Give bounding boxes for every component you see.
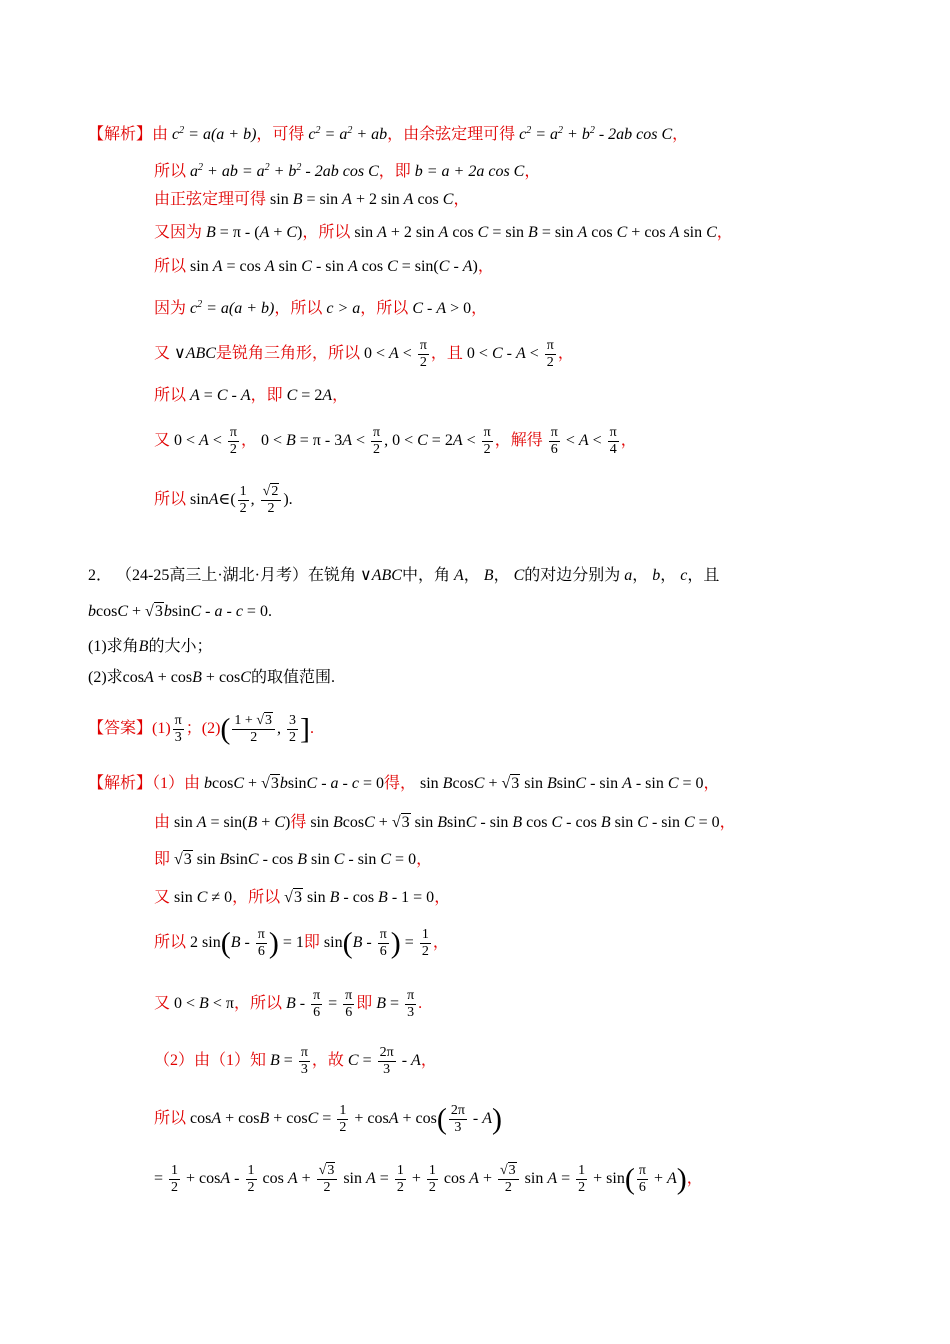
formula: B - $\frac{\pi}{6}$ = $\frac{\pi}{6}$ [285,987,353,1020]
formula: bcosC + √3bsinC - a - c = 0 [204,775,384,792]
sol1-line-4: 又因为 B = π - (A + C)，所以 sin A + 2 sin A cos C = sin B = sin A cos C + cos A sin C， [154,224,733,241]
sol1-line-6: 因为 $c^2 = a(a + b)$，所以 c > a，所以 C - A > 0， [154,299,488,317]
formula: cosA + cosB + cosC = $\frac{1}{2}$ + cosA + cos( $\frac{2\pi}{3}$ - A) [190,1102,503,1136]
formula: ∨ABC [174,345,216,362]
analysis-tag: 【解析】 [88,775,153,792]
sol2-line-8: 所以 cosA + cosB + cosC = $\frac{1}{2}$ + cosA + cos( $\frac{2\pi}{3}$ - A) [154,1102,503,1136]
sol2-line-1: 【解析】（1）由 bcosC + √3bsinC - a - c = 0得， sin BcosC + √3 sin BsinC - sin A - sin C = 0， [88,775,720,792]
formula: ( $\frac{1 + √3}{2}$ , $\frac{3}{2}$ ] [220,712,311,746]
formula: sin A = sin(B + C) [174,814,291,831]
formula: C = 2A [286,387,333,404]
problem2-line-2 [88,601,272,623]
formula: sin BcosC + √3 sin BsinC - sin A - sin C = 0 [420,775,704,792]
formula: 0 < B < π [174,995,234,1012]
sol1-line-5: 所以 sin A = cos A sin C - sin A cos C = sin(C - A)， [154,258,494,275]
sol2-line-2: 由 sin A = sin(B + C)得 sin BcosC + √3 sin BsinC - sin B cos C - cos B sin C - sin C = 0， [154,814,736,831]
sol2-line-3: 即 √3 sin BsinC - cos B sin C - sin C = 0， [154,851,433,868]
sol1-line-10: 所以 sinA∈( $\frac{1}{2}$ , $\frac{√2}{2}$ ). [154,483,293,516]
formula: 2 sin(B - $\frac{\pi}{6}$ ) = 1 [190,926,304,960]
sol1-line-7: 又 ∨ABC是锐角三角形，所以 0 < A < $\frac{\pi}{2}$ ，且 0 < C - A < $\frac{\pi}{2}$ ， [154,337,574,370]
formula: B = $\frac{\pi}{3}$ [270,1044,308,1077]
formula: $\frac{\pi}{6}$ < A < $\frac{\pi}{4}$ [550,424,617,457]
formula: $c^2 = a^2 + b^2 - 2ab$ cos C [519,125,673,143]
formula: $a^2$ + ab = $a^2 + b^2 - 2ab$ cos C [190,162,379,180]
formula: c > a [326,300,361,317]
formula: sin(B - $\frac{\pi}{6}$ ) = $\frac{1}{2}$ [323,926,429,960]
answer-tag: 【答案】 [88,720,153,737]
formula: sinA∈( $\frac{1}{2}$ , $\frac{√2}{2}$ ). [190,483,293,516]
answer2-line: 【答案】(1) $\frac{\pi}{3}$ ；(2)( $\frac{1 + √3}{2}$ , $\frac{3}{2}$ ]. [88,712,315,746]
formula: bcosC + √3bsinC - a - c = 0. [88,603,272,620]
sol2-line-6: 又 0 < B < π，所以 B - $\frac{\pi}{6}$ = $\frac{\pi}{6}$ 即 B = $\frac{\pi}{3}$ . [154,987,423,1020]
question-2: (2)求cosA + cosB + cosC的取值范围. [88,669,335,686]
sol1-line-1: 【解析】由 $c^2 = a(a + b)$，可得 $c^2 = a^2$ + ab，由余弦定理可得 $c^2 = a^2 + b^2 - 2ab$ cos C， [88,125,689,143]
formula: 0 < A < $\frac{\pi}{2}$ [363,337,427,370]
formula: $c^2 = a(a + b)$ [172,125,257,143]
formula: B = $\frac{\pi}{3}$ [376,987,415,1020]
formula: sin A = cos A sin C - sin A cos C = sin(C - A) [190,258,478,275]
formula: 0 < B = π - 3A < $\frac{\pi}{2}$ , 0 < C = 2A < $\frac{\pi}{2}$ [260,424,491,457]
formula: √3 sin BsinC - cos B sin C - sin C = 0 [174,851,417,868]
sol2-line-5: 所以 2 sin(B - $\frac{\pi}{6}$ ) = 1即 sin(B - $\frac{\pi}{6}$ ) = $\frac{1}{2}$ ， [154,926,449,960]
formula: C - A > 0 [412,300,472,317]
problem-number: 2． [88,567,113,584]
analysis-tag: 【解析】 [88,126,153,143]
formula: sin C ≠ 0 [174,889,233,906]
sol1-line-3: 由正弦定理可得 sin B = sin A + 2 sin A cos C， [154,191,470,208]
problem2-line-1: 2． （24-25高三上·湖北·月考）在锐角 ∨ABC中，角 A， B， C的对边分别为 a， b， c，且 [88,567,720,584]
formula: B = π - (A + C) [206,224,303,241]
formula: $c^2 = a(a + b)$ [190,299,275,317]
formula: 0 < A < $\frac{\pi}{2}$ [174,424,237,457]
sol2-line-7: （2）由（1）知 B = $\frac{\pi}{3}$ ，故 C = $\frac{2\pi}{3}$ - A， [154,1044,437,1077]
formula: C = $\frac{2\pi}{3}$ - A [347,1044,421,1077]
formula: $\frac{\pi}{3}$ [174,712,182,745]
formula: ∨ABC [360,567,402,584]
formula: A = C - A [190,387,251,404]
sol1-line-8: 所以 A = C - A，即 C = 2A， [154,387,349,404]
formula: $c^2 = a^2$ + ab [308,125,388,143]
formula: sin BcosC + √3 sin BsinC - sin B cos C - cos B sin C - sin C = 0 [310,814,720,831]
formula: sin B = sin A + 2 sin A cos C [270,191,454,208]
formula: √3 sin B - cos B - 1 = 0 [284,889,435,906]
formula: 0 < C - A < $\frac{\pi}{2}$ [466,337,554,370]
sol1-line-9: 又 0 < A < $\frac{\pi}{2}$ ， 0 < B = π - 3A < $\frac{\pi}{2}$ , 0 < C = 2A < $\frac{\pi}{2}$ ，解得 $\frac{\pi}{6}$ < A < $\frac{\pi}{4}$ ， [154,424,637,457]
sol1-line-2: 所以 $a^2$ + ab = $a^2 + b^2 - 2ab$ cos C，即 b = a + 2a cos C， [154,162,541,180]
sol2-line-9: = $\frac{1}{2}$ + cosA - $\frac{1}{2}$ cos A + $\frac{√3}{2}$ sin A = $\frac{1}{2}$ + $\frac{1}{2}$ cos A + $\frac{√3}{2}$ sin A = $\frac{1}{2}$ + sin( $\frac{\pi}{6}$ + A)， [154,1162,703,1196]
question-1: (1)求角B的大小； [88,638,213,655]
sol2-line-4: 又 sin C ≠ 0，所以 √3 sin B - cos B - 1 = 0， [154,889,451,906]
formula: = $\frac{1}{2}$ + cosA - $\frac{1}{2}$ cos A + $\frac{√3}{2}$ sin A = $\frac{1}{2}$ + $\frac{1}{2}$ cos A + $\frac{√3}{2}$ sin A = $\frac{1}{2}$ + sin( $\frac{\pi}{6}$ + A) [154,1162,687,1196]
formula: cosA + cosB + cosC [122,669,251,686]
problem-source: （24-25高三上·湖北·月考） [116,567,309,584]
formula: sin A + 2 sin A cos C = sin B = sin A cos C + cos A sin C [354,224,717,241]
formula: b = a + 2a cos C [414,163,525,180]
